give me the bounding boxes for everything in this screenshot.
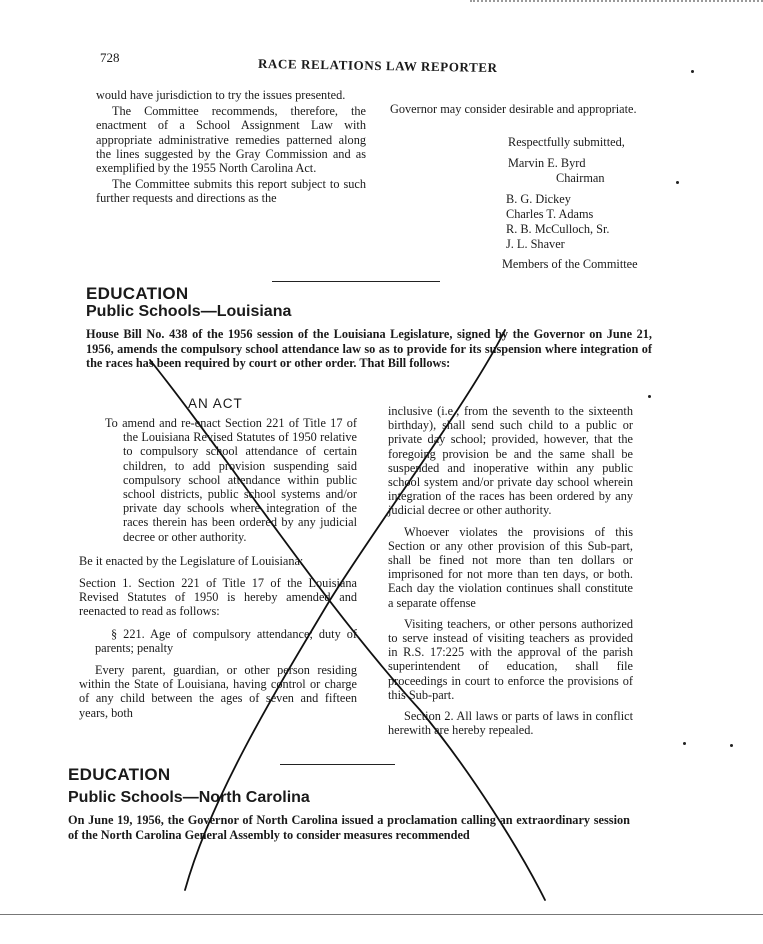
closing-line: Respectfully submitted, [508,135,625,149]
members-label: Members of the Committee [502,257,638,271]
running-title: RACE RELATIONS LAW REPORTER [257,55,498,76]
enacting-clause: Be it enacted by the Legislature of Louisiana: [79,553,304,568]
member-name: R. B. McCulloch, Sr. [506,222,610,236]
member-name: J. L. Shaver [506,237,565,251]
section-subheading: Public Schools—North Carolina [68,789,310,806]
section-heading: EDUCATION [86,284,189,303]
penalty-paragraph: Whoever violates the provisions of this Section or any other provision of this Sub-part, shall be fined not more than ten dollars or imprisoned for not more than ten days, or both. Each day the violation continues shall constitute a separate offense [388,524,633,610]
member-name: Charles T. Adams [506,207,594,221]
page-number: 728 [100,50,120,65]
paragraph-submits: The Committee submits this report subject to such further requests and directions as the [96,177,366,206]
act-preamble: To amend and re-enact Section 221 of Title 17 of the Louisiana Revised Statutes of 1950 relative to compulsory school attendance of certain children, to add provision suspending said compulsory school attendance within public school districts, public school systems and/or private day schools where integration of the races therein has been ordered by any judicial decree or other authority. [105,416,357,544]
section-221-text: Every parent, guardian, or other person residing within the State of Louisiana, having control or charge of any child between the ages of seven and fifteen years, both [79,663,357,720]
section-221-continuation: inclusive (i.e., from the seventh to the sixteenth birthday), shall send such child to a public or private day school; provided, however, that the foregoing provision be and the same shall be suspended and inoperative within any public school system and/or private day school wherein integration of the races has been ordered by any judicial decree or other authority. [388,404,633,518]
paragraph-jurisdiction: would have jurisdiction to try the issues presented. [96,88,346,102]
act-title: AN ACT [188,396,243,411]
chair-title: Chairman [556,171,605,185]
chair-name: Marvin E. Byrd [508,156,586,170]
proclamation-summary: On June 19, 1956, the Governor of North Carolina issued a proclamation calling an extraordinary session of the North Carolina General Assembly to consider measures recommended [68,813,630,842]
section-221-title: § 221. Age of compulsory attendance; duty of parents; penalty [95,626,357,655]
top-right-continuation: Governor may consider desirable and appropriate. [390,102,637,116]
section-two: Section 2. All laws or parts of laws in conflict herewith are hereby repealed. [388,709,633,738]
visiting-teachers-paragraph: Visiting teachers, or other persons authorized to serve instead of visiting teachers as provided in R.S. 17:225 with the approval of the parish superintendent of education, shall file proceedings in court to enforce the provisions of this Sub-part. [388,616,633,702]
section-heading: EDUCATION [68,765,171,784]
bill-summary: House Bill No. 438 of the 1956 session of the Louisiana Legislature, signed by the Governor on June 21, 1956, amends the compulsory school attendance law so as to provide for its suspension where integration of the races has been required by court or other order. That Bill follows: [86,327,652,370]
member-name: B. G. Dickey [506,192,571,206]
section-subheading: Public Schools—Louisiana [86,303,292,320]
section-one: Section 1. Section 221 of Title 17 of the Louisiana Revised Statutes of 1950 is hereby amended and reenacted to read as follows: [79,576,357,619]
paragraph-recommendation: The Committee recommends, therefore, the enactment of a School Assignment Law with appropriate administrative remedies patterned along the lines suggested by the Gray Commission and as exemplified by the 1955 North Carolina Act. [96,104,366,176]
